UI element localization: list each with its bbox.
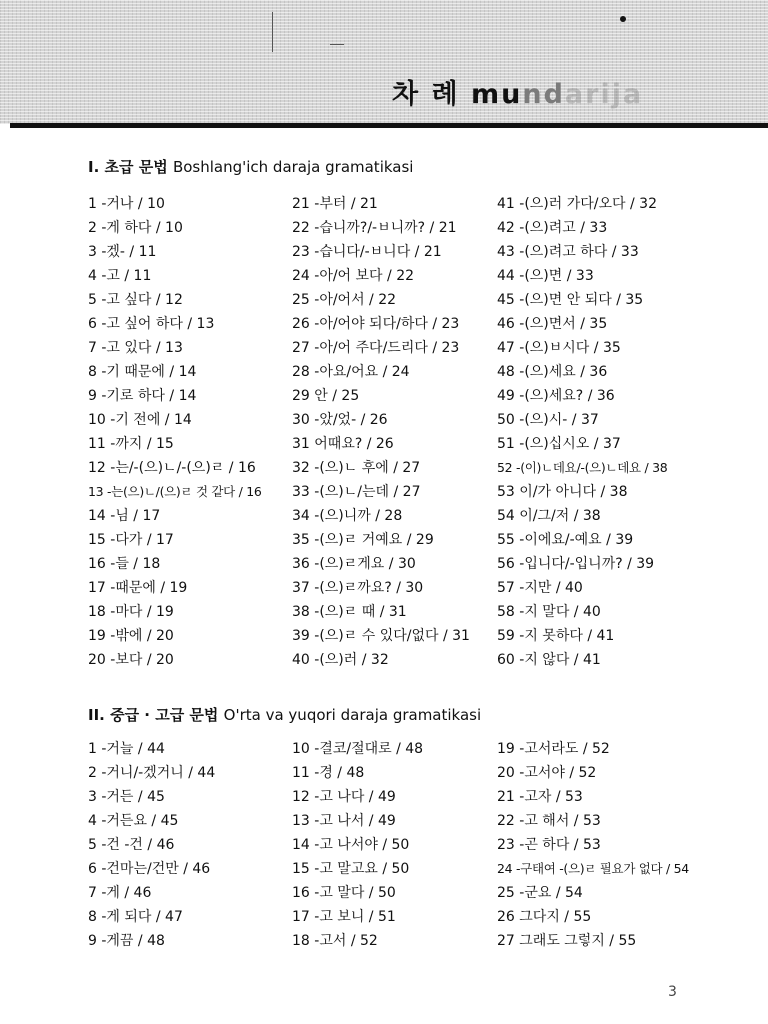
- toc-entry: 26 -아/어야 되다/하다 / 23: [292, 316, 460, 332]
- toc-entry: 13 -고 나서 / 49: [292, 813, 396, 829]
- section-1-number: I.: [88, 158, 100, 176]
- toc-entry: 49 -(으)세요? / 36: [497, 388, 615, 404]
- toc-entry: 30 -았/었- / 26: [292, 412, 388, 428]
- toc-entry: 16 -들 / 18: [88, 556, 161, 572]
- toc-entry: 27 -아/어 주다/드리다 / 23: [292, 340, 460, 356]
- toc-entry: 21 -고자 / 53: [497, 789, 583, 805]
- toc-entry: 7 -고 있다 / 13: [88, 340, 183, 356]
- toc-entry: 5 -건 -건 / 46: [88, 837, 175, 853]
- toc-entry: 15 -고 말고요 / 50: [292, 861, 410, 877]
- toc-entry: 25 -군요 / 54: [497, 885, 583, 901]
- toc-entry: 1 -거나 / 10: [88, 196, 165, 212]
- section-2-number: II.: [88, 706, 105, 724]
- toc-entry: 13 -는(으)ㄴ/(으)ㄹ 것 같다 / 16: [88, 484, 262, 499]
- toc-entry: 5 -고 싶다 / 12: [88, 292, 183, 308]
- toc-entry: 15 -다가 / 17: [88, 532, 174, 548]
- toc-entry: 55 -이에요/-예요 / 39: [497, 532, 634, 548]
- toc-entry: 6 -건마는/건만 / 46: [88, 861, 211, 877]
- page-title: [392, 72, 643, 111]
- toc-entry: 8 -게 되다 / 47: [88, 909, 183, 925]
- toc-entry: 18 -마다 / 19: [88, 604, 174, 620]
- toc-entry: 23 -곤 하다 / 53: [497, 837, 601, 853]
- toc-entry: 8 -기 때문에 / 14: [88, 364, 197, 380]
- toc-entry: 29 안 / 25: [292, 388, 360, 404]
- toc-entry: 3 -거든 / 45: [88, 789, 165, 805]
- toc-entry: 54 이/그/저 / 38: [497, 508, 601, 524]
- toc-entry: 52 -(이)ㄴ데요/-(으)ㄴ데요 / 38: [497, 460, 668, 475]
- toc-entry: 37 -(으)ㄹ까요? / 30: [292, 580, 424, 596]
- toc-entry: 33 -(으)ㄴ/는데 / 27: [292, 484, 421, 500]
- toc-entry: 45 -(으)면 안 되다 / 35: [497, 292, 644, 308]
- toc-entry: 42 -(으)려고 / 33: [497, 220, 608, 236]
- toc-entry: 17 -때문에 / 19: [88, 580, 188, 596]
- section-1-column-3: [497, 192, 667, 672]
- toc-entry: 1 -거늘 / 44: [88, 741, 165, 757]
- toc-entry: 10 -결코/절대로 / 48: [292, 741, 424, 757]
- toc-entry: 19 -밖에 / 20: [88, 628, 174, 644]
- toc-entry: 58 -지 말다 / 40: [497, 604, 601, 620]
- toc-entry: 19 -고서라도 / 52: [497, 741, 610, 757]
- toc-entry: 12 -고 나다 / 49: [292, 789, 396, 805]
- section-1-latin: Boshlang'ich daraja gramatikasi: [172, 158, 414, 176]
- header-rule: [10, 123, 768, 128]
- toc-entry: 9 -기로 하다 / 14: [88, 388, 197, 404]
- toc-entry: 20 -고서야 / 52: [497, 765, 597, 781]
- toc-entry: 50 -(으)시- / 37: [497, 412, 599, 428]
- toc-entry: 41 -(으)러 가다/오다 / 32: [497, 196, 657, 212]
- toc-entry: 25 -아/어서 / 22: [292, 292, 397, 308]
- toc-entry: 35 -(으)ㄹ 거예요 / 29: [292, 532, 434, 548]
- toc-entry: 56 -입니다/-입니까? / 39: [497, 556, 655, 572]
- toc-entry: 26 그다지 / 55: [497, 909, 592, 925]
- section-1-heading: [88, 156, 413, 177]
- toc-entry: 60 -지 않다 / 41: [497, 652, 601, 668]
- toc-entry: 32 -(으)ㄴ 후에 / 27: [292, 460, 421, 476]
- toc-entry: 31 어때요? / 26: [292, 436, 394, 452]
- section-1-column-1: [88, 192, 262, 672]
- toc-entry: 40 -(으)러 / 32: [292, 652, 389, 668]
- toc-entry: 47 -(으)ㅂ시다 / 35: [497, 340, 621, 356]
- scan-mark: [330, 44, 344, 45]
- toc-entry: 53 이/가 아니다 / 38: [497, 484, 628, 500]
- toc-entry: 39 -(으)ㄹ 수 있다/없다 / 31: [292, 628, 470, 644]
- section-1-korean: 초급 문법: [104, 158, 168, 176]
- toc-entry: 18 -고서 / 52: [292, 933, 378, 949]
- page-title-korean: 차 례: [392, 79, 460, 110]
- section-2-heading: [88, 704, 481, 725]
- toc-entry: 24 -구태여 -(으)ㄹ 필요가 없다 / 54: [497, 861, 689, 876]
- toc-entry: 23 -습니다/-ㅂ니다 / 21: [292, 244, 442, 260]
- toc-entry: 11 -경 / 48: [292, 765, 365, 781]
- section-2-korean: 중급 · 고급 문법: [110, 706, 219, 724]
- toc-entry: 44 -(으)면 / 33: [497, 268, 594, 284]
- toc-entry: 20 -보다 / 20: [88, 652, 174, 668]
- toc-entry: 34 -(으)니까 / 28: [292, 508, 403, 524]
- toc-entry: 28 -아요/어요 / 24: [292, 364, 410, 380]
- page-title-latin-mid: nd: [522, 79, 565, 110]
- toc-entry: 12 -는/-(으)ㄴ/-(으)ㄹ / 16: [88, 460, 256, 476]
- toc-entry: 2 -게 하다 / 10: [88, 220, 183, 236]
- toc-entry: 4 -거든요 / 45: [88, 813, 179, 829]
- toc-entry: 43 -(으)려고 하다 / 33: [497, 244, 639, 260]
- toc-entry: 57 -지만 / 40: [497, 580, 583, 596]
- toc-entry: 3 -겠- / 11: [88, 244, 157, 260]
- toc-entry: 14 -고 나서야 / 50: [292, 837, 410, 853]
- scan-mark: [272, 12, 273, 52]
- toc-entry: 22 -고 해서 / 53: [497, 813, 601, 829]
- toc-entry: 59 -지 못하다 / 41: [497, 628, 615, 644]
- toc-entry: 10 -기 전에 / 14: [88, 412, 192, 428]
- toc-entry: 16 -고 말다 / 50: [292, 885, 396, 901]
- toc-entry: 17 -고 보니 / 51: [292, 909, 396, 925]
- toc-entry: 51 -(으)십시오 / 37: [497, 436, 621, 452]
- toc-entry: 22 -습니까?/-ㅂ니까? / 21: [292, 220, 457, 236]
- section-2-column-1: [88, 737, 215, 953]
- toc-entry: 4 -고 / 11: [88, 268, 152, 284]
- page-number: 3: [668, 984, 677, 1000]
- section-2-column-2: [292, 737, 423, 953]
- toc-entry: 46 -(으)면서 / 35: [497, 316, 608, 332]
- toc-entry: 48 -(으)세요 / 36: [497, 364, 608, 380]
- toc-entry: 24 -아/어 보다 / 22: [292, 268, 415, 284]
- header-banner: [0, 0, 768, 124]
- dot-mark: [620, 16, 626, 22]
- toc-entry: 36 -(으)ㄹ게요 / 30: [292, 556, 416, 572]
- toc-entry: 9 -게끔 / 48: [88, 933, 165, 949]
- toc-entry: 38 -(으)ㄹ 때 / 31: [292, 604, 407, 620]
- section-2-column-3: [497, 737, 689, 953]
- toc-entry: 14 -님 / 17: [88, 508, 161, 524]
- section-2-latin: O'rta va yuqori daraja gramatikasi: [223, 706, 482, 724]
- page-title-latin-strong: mu: [470, 79, 523, 110]
- toc-entry: 21 -부터 / 21: [292, 196, 378, 212]
- toc-entry: 6 -고 싶어 하다 / 13: [88, 316, 215, 332]
- toc-entry: 27 그래도 그렇지 / 55: [497, 933, 637, 949]
- section-1-column-2: [292, 192, 470, 672]
- toc-entry: 7 -게 / 46: [88, 885, 152, 901]
- toc-entry: 11 -까지 / 15: [88, 436, 174, 452]
- toc-entry: 2 -거니/-겠거니 / 44: [88, 765, 216, 781]
- page-title-latin-faded: arija: [564, 79, 644, 110]
